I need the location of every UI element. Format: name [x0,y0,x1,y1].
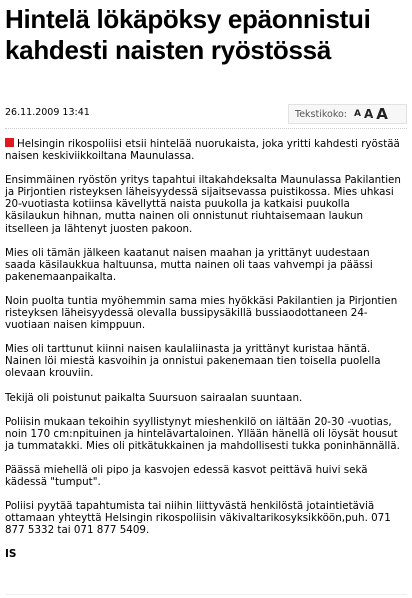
article-paragraph: Poliisi pyytää tapahtumista tai niihin liittyvästä henkilöstä jotaintietäviä ottamaan yhteyttä Helsingin rikospoliisin väkivaltarikosyksikköön,puh. 071 877 5332 tai 071 877 5409. [5,500,391,537]
text-size-large-button[interactable]: A [376,105,388,123]
article-paragraph: Noin puolta tuntia myöhemmin sama mies hyökkäsi Pakilantien ja Pirjontien risteyksen läheisyydessä olevalla bussipysäkillä bussiaodottaneen 24-vuotiaan naisen kimppuun. [5,294,398,332]
article-meta-row [5,104,407,124]
article-paragraph [5,138,403,162]
text-size-label: Tekstikoko: [295,108,347,120]
article-body [5,138,403,560]
article-headline: Hintelä lökäpöksy epäonnistui kahdesti naisten ryöstössä [5,4,371,65]
text-size-medium-button[interactable]: A [363,107,374,121]
article-paragraph: Ensimmäinen ryöstön yritys tapahtui iltakahdeksalta Maunulassa Pakilantien ja Pirjontien risteyksen läheisyydessä sijaitsevassa puistikossa. Mies uhkasi 20-vuotiasta kotiinsa kävellyttä naista puukolla ja katkaisi puukolla käsilaukun hihnan, mutta nainen oli onnistunut riuhtaisemaan laukun itselleen ja lähtenyt juosten pakoon. [5,174,401,235]
text-size-control [288,104,407,124]
red-square-bullet-icon [5,138,14,147]
meta-divider [5,128,407,129]
article-paragraph: Päässä miehellä oli pipo ja kasvojen edessä kasvot peittävä huivi sekä kädessä "tumput". [5,463,368,488]
article-lead: Helsingin rikospoliisi etsii hintelää nuorukaista, joka yritti kahdesti ryöstää naisen keskiviikkoiltana Maunulassa. [5,138,400,163]
article-date: 26.11.2009 13:41 [5,107,90,118]
text-size-small-button[interactable]: A [354,109,361,119]
article-paragraph: Tekijä oli poistunut paikalta Suursuon sairaalan suuntaan. [5,391,303,404]
article-paragraph: Mies oli tämän jälkeen kaatanut naisen maahan ja yrittänyt uudestaan saada käsilaukkua haltuunsa, mutta nainen oli taas vahvempi ja päässi pakenemaanpaikalta. [5,246,373,283]
article-signature: IS [5,548,17,561]
article-paragraph: Poliisin mukaan tekoihin syyllistynyt mieshenkilö on iältään 20-30 -vuotias, noin 170 cm:npituinen ja hintelävartaloinen. Yllään hänellä oli löysät housut ja tummatakki. Mies oli pitkätukkainen ja mahdollisesti tukka poninhännällä. [5,415,400,452]
article-paragraph: Mies oli tarttunut kiinni naisen kaulaliinasta ja yrittänyt kuristaa häntä. Nainen löi miestä kasvoihin ja onnistui pakenemaan tien toisella puolella olevaan krouviin. [5,343,381,380]
page-bottom-divider [5,594,407,595]
